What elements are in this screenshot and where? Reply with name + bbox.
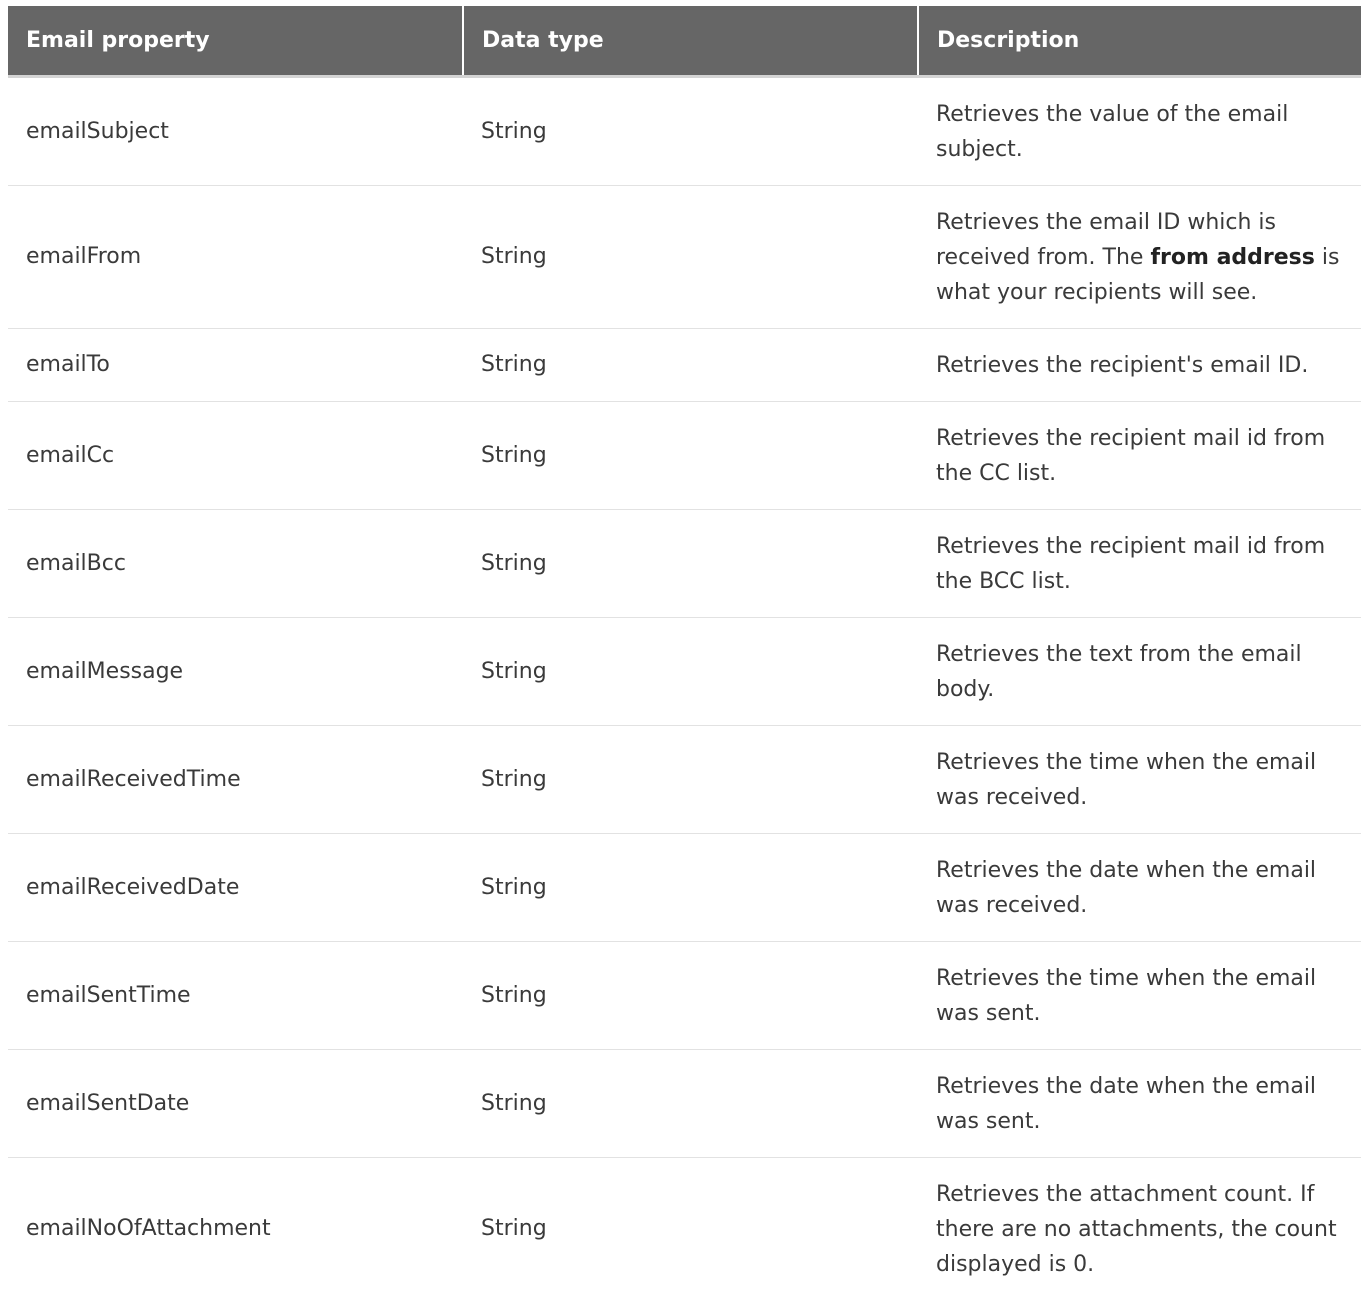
description-cell: Retrieves the text from the email body. bbox=[918, 617, 1361, 725]
property-cell: emailFrom bbox=[8, 185, 463, 328]
property-cell: emailReceivedDate bbox=[8, 833, 463, 941]
header-data-type: Data type bbox=[463, 6, 918, 76]
data-type-cell: String bbox=[463, 617, 918, 725]
description-text: is what your recipients will see. bbox=[936, 244, 1340, 305]
table-row bbox=[8, 185, 1361, 328]
description-cell: Retrieves the recipient mail id from the BCC list. bbox=[918, 509, 1361, 617]
table-header bbox=[8, 6, 1361, 76]
header-row bbox=[8, 6, 1361, 76]
property-cell: emailCc bbox=[8, 401, 463, 509]
data-type-cell: String bbox=[463, 833, 918, 941]
table-row bbox=[8, 941, 1361, 1049]
description-cell: Retrieves the attachment count. If there are no attachments, the count displayed is 0. bbox=[936, 1181, 1337, 1277]
table-row bbox=[8, 76, 1361, 185]
property-cell: emailNoOfAttachment bbox=[26, 1216, 271, 1241]
description-cell: Retrieves the value of the email subject. bbox=[918, 76, 1361, 185]
email-properties-table bbox=[8, 6, 1361, 1300]
table-row bbox=[8, 328, 1361, 401]
description-cell: Retrieves the date when the email was sent. bbox=[918, 1049, 1361, 1157]
table-row bbox=[8, 509, 1361, 617]
property-cell: emailSentTime bbox=[8, 941, 463, 1049]
property-cell: emailBcc bbox=[8, 509, 463, 617]
description-cell: Retrieves the time when the email was received. bbox=[918, 725, 1361, 833]
table-row bbox=[8, 401, 1361, 509]
property-cell: emailReceivedTime bbox=[8, 725, 463, 833]
description-text: Retrieves the email ID which is received from. The bbox=[936, 209, 1277, 270]
email-properties-table-container bbox=[8, 6, 1361, 1300]
data-type-cell: String bbox=[463, 725, 918, 833]
description-cell: Retrieves the recipient's email ID. bbox=[918, 328, 1361, 401]
data-type-cell: String bbox=[463, 509, 918, 617]
description-cell: Retrieves the date when the email was received. bbox=[918, 833, 1361, 941]
table-row bbox=[8, 1157, 1361, 1300]
table-row bbox=[8, 1049, 1361, 1157]
data-type-cell: String bbox=[463, 941, 918, 1049]
table-body bbox=[8, 76, 1361, 1300]
description-cell bbox=[918, 185, 1361, 328]
data-type-cell: String bbox=[463, 401, 918, 509]
data-type-cell: String bbox=[463, 185, 918, 328]
property-cell: emailSubject bbox=[8, 76, 463, 185]
property-cell: emailSentDate bbox=[8, 1049, 463, 1157]
data-type-cell: String bbox=[463, 1049, 918, 1157]
table-row bbox=[8, 833, 1361, 941]
property-cell: emailMessage bbox=[8, 617, 463, 725]
property-cell: emailTo bbox=[8, 328, 463, 401]
header-email-property: Email property bbox=[8, 6, 463, 76]
header-description: Description bbox=[918, 6, 1361, 76]
data-type-cell: String bbox=[463, 328, 918, 401]
table-row bbox=[8, 725, 1361, 833]
description-cell: Retrieves the recipient mail id from the CC list. bbox=[918, 401, 1361, 509]
description-cell: Retrieves the time when the email was sent. bbox=[918, 941, 1361, 1049]
data-type-cell: String bbox=[463, 76, 918, 185]
table-row bbox=[8, 617, 1361, 725]
data-type-cell: String bbox=[481, 1216, 547, 1241]
description-emphasis: from address bbox=[1150, 244, 1315, 270]
